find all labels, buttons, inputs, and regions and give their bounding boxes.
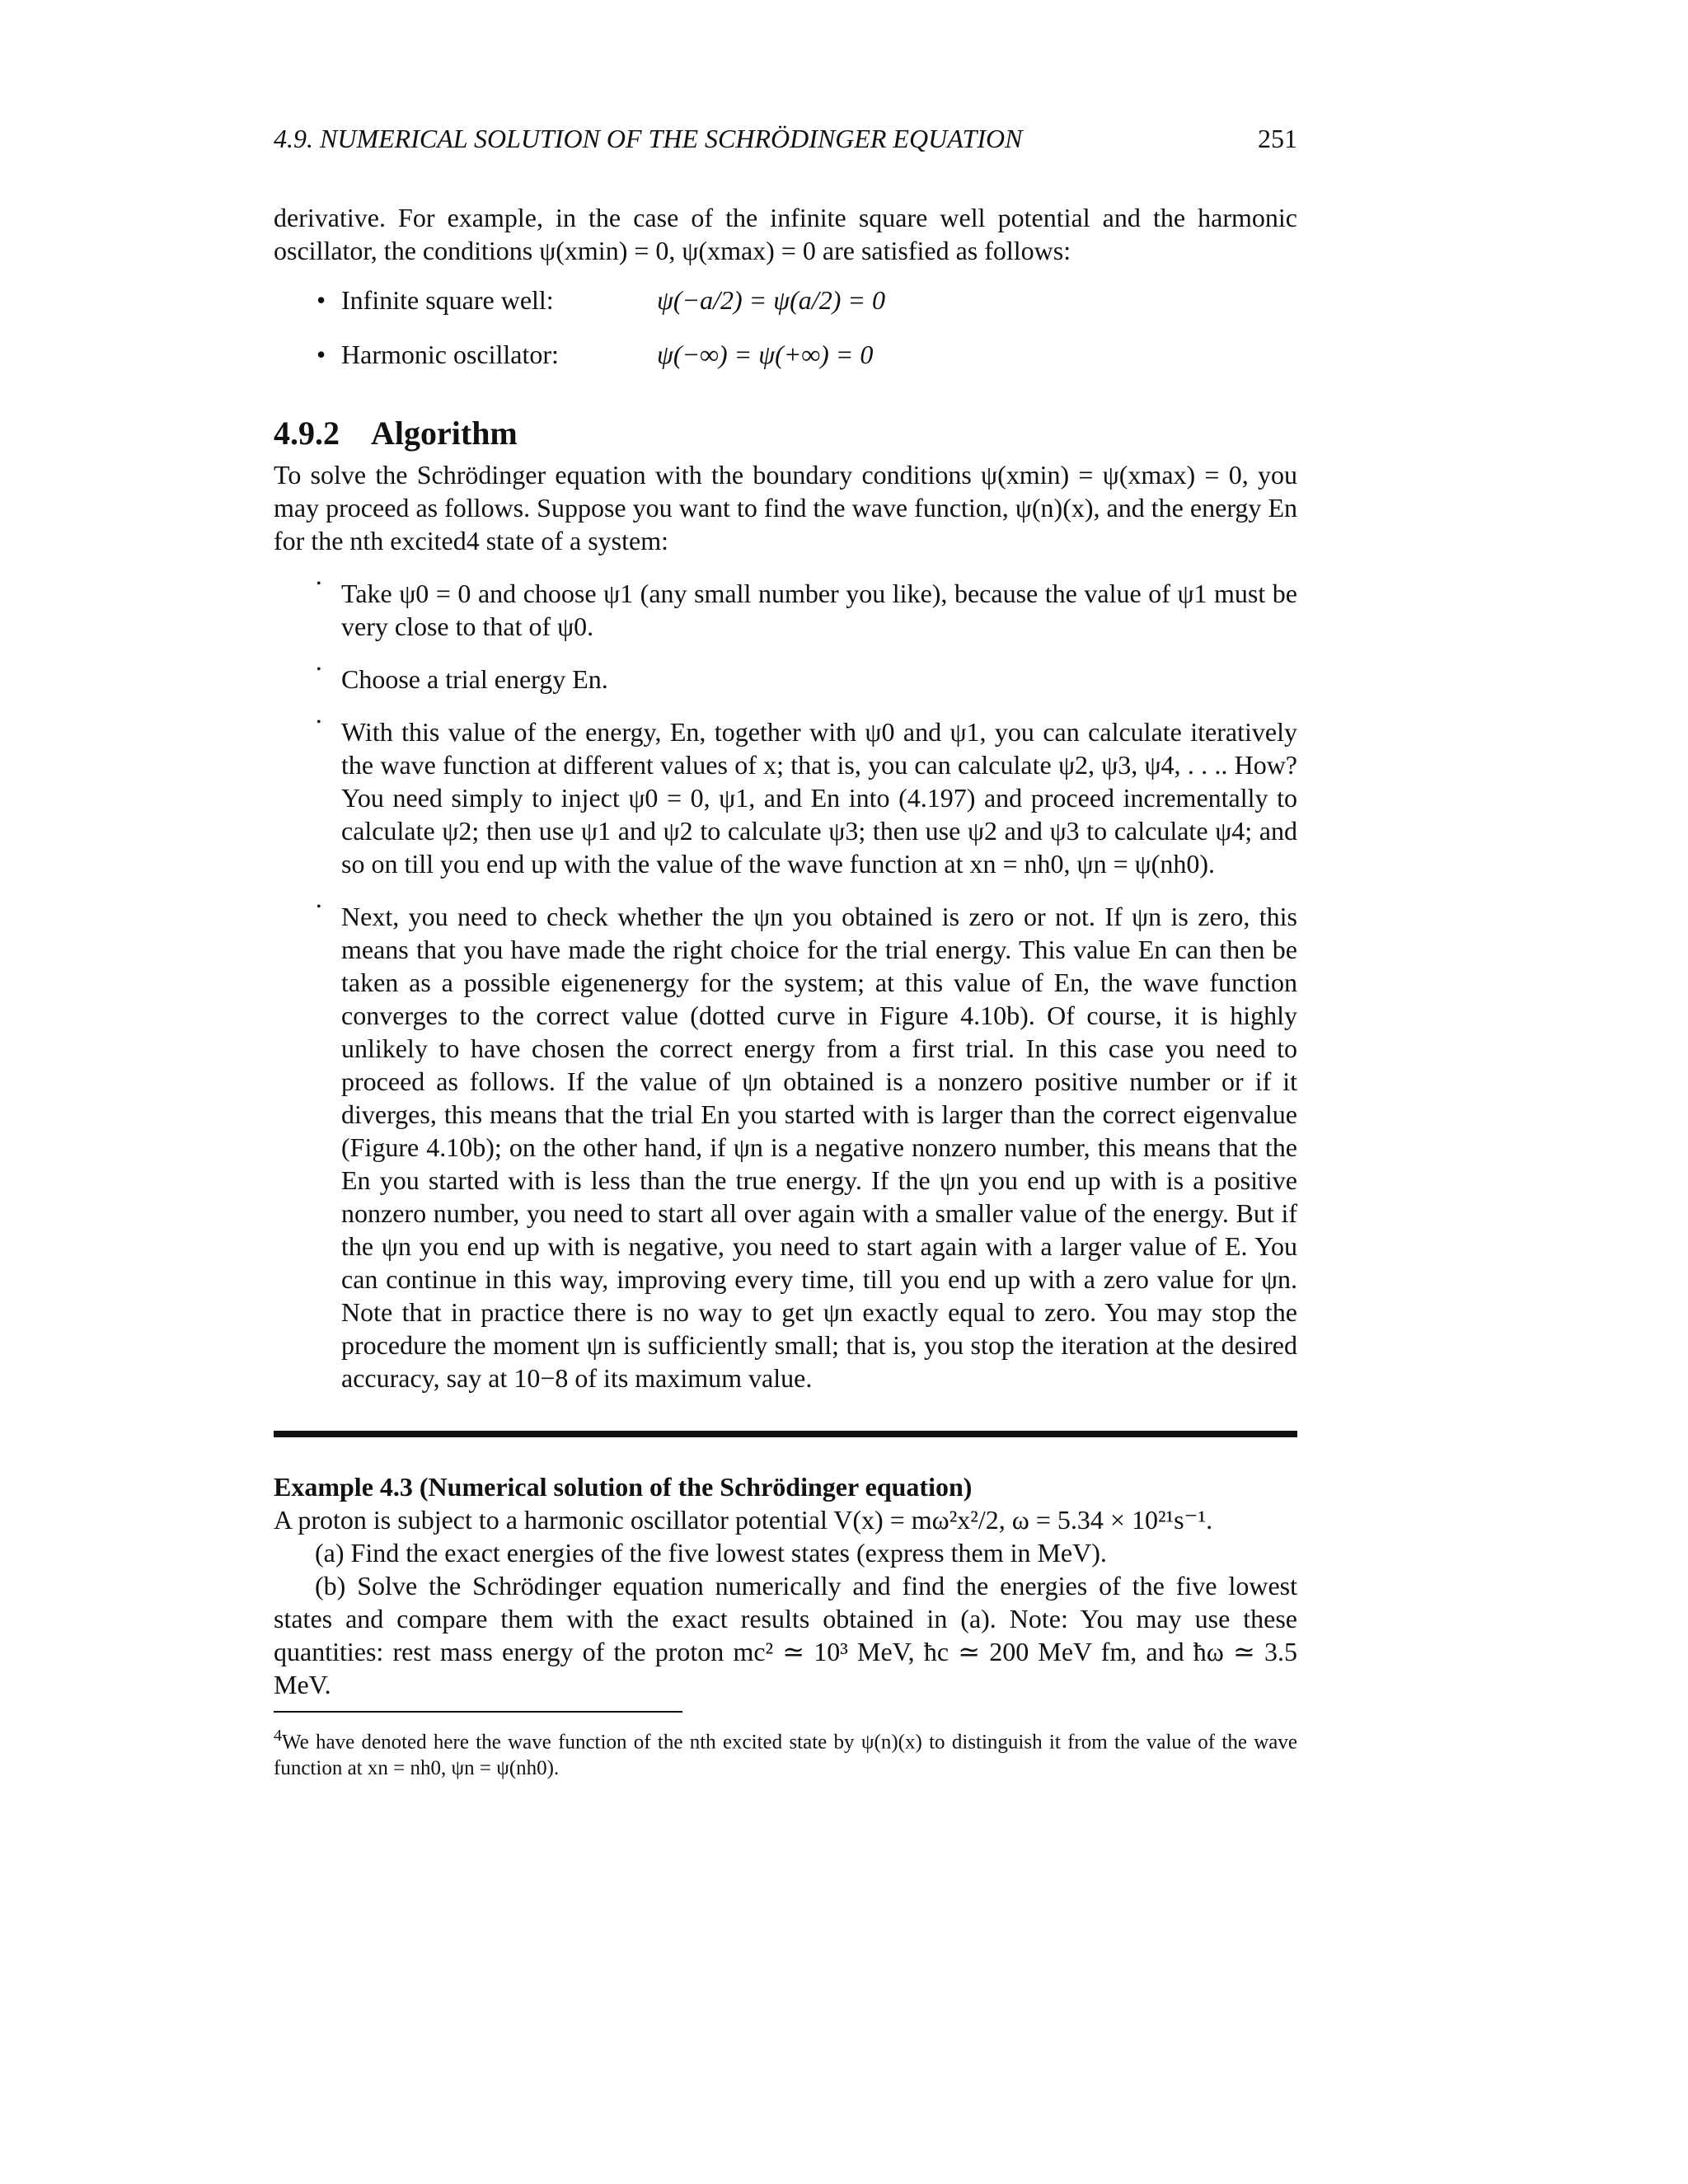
footnote-text: We have denoted here the wave function of the nth excited state by ψ(n)(x) to distinguish it from the value of the wave function at xn = nh0, ψn = ψ(nh0). — [274, 1731, 1297, 1780]
condition-math: ψ(−∞) = ψ(+∞) = 0 — [657, 340, 874, 369]
condition-math: ψ(−a/2) = ψ(a/2) = 0 — [657, 285, 885, 315]
step-item — [274, 663, 1297, 696]
boundary-conditions-list — [274, 284, 1297, 392]
step-item — [274, 900, 1297, 1394]
step-text: Take ψ0 = 0 and choose ψ1 (any small number you like), because the value of ψ1 must be very close to that of ψ0. — [341, 579, 1297, 641]
step-item — [274, 715, 1297, 880]
footnote-divider — [274, 1711, 682, 1713]
condition-item — [274, 338, 1297, 392]
step-text: Choose a trial energy En. — [341, 664, 608, 694]
section-intro-paragraph: To solve the Schrödinger equation with the boundary conditions ψ(xmin) = ψ(xmax) = 0, you may proceed as follows. Suppose you want to find the wave function, ψ(n)(x), and the energy En for the nth excited4 state of a system: — [274, 460, 1297, 555]
chapter-section-title: 4.9. NUMERICAL SOLUTION OF THE SCHRÖDINGER EQUATION — [274, 124, 1023, 153]
bullet-icon: • — [316, 715, 321, 729]
section-heading — [274, 409, 1297, 458]
bullet-icon: • — [316, 285, 326, 315]
condition-item — [274, 284, 1297, 338]
section-title: Algorithm — [371, 415, 518, 452]
bullet-icon: • — [316, 900, 321, 914]
example-part-b: (b) Solve the Schrödinger equation numerically and find the energies of the five lowest states and compare them with the exact results obtained in (a). Note: You may use these quantities: rest mass energy of the proton mc² ≃ 10³ MeV, ħc ≃ 200 MeV fm, and ħω ≃ 3.5 MeV. — [274, 1571, 1297, 1699]
example-part-a: (a) Find the exact energies of the five lowest states (express them in MeV). — [315, 1538, 1107, 1568]
bullet-icon: • — [316, 340, 326, 369]
example-statement: A proton is subject to a harmonic oscillator potential V(x) = mω²x²/2, ω = 5.34 × 10²¹s⁻¹. — [274, 1505, 1213, 1535]
step-item — [274, 577, 1297, 643]
bullet-icon: • — [316, 577, 321, 591]
condition-label: Harmonic oscillator: — [341, 340, 559, 369]
example-title: Example 4.3 (Numerical solution of the Schrödinger equation) — [274, 1472, 973, 1502]
example-divider — [274, 1431, 1297, 1437]
page — [274, 124, 1297, 1782]
condition-label: Infinite square well: — [341, 285, 554, 315]
step-text: With this value of the energy, En, together with ψ0 and ψ1, you can calculate iteratively the wave function at different values of x; that is, you can calculate ψ2, ψ3, ψ4, . . .. How? You need simply to inject ψ0 = 0, ψ1, and En into (4.197) and proceed incrementally to calculate ψ2; then use ψ1 and ψ2 to calculate ψ3; then use ψ2 and ψ3 to calculate ψ4; and so on till you end up with the value of the wave function at xn = nh0, ψn = ψ(nh0). — [341, 717, 1298, 879]
running-header — [274, 124, 1297, 165]
bullet-icon: • — [316, 663, 321, 677]
footnote — [274, 1722, 1297, 1782]
section-number: 4.9.2 — [274, 415, 340, 452]
intro-paragraph: derivative. For example, in the case of the infinite square well potential and the harmonic oscillator, the conditions ψ(xmin) = 0, ψ(xmax) = 0 are satisfied as follows: — [274, 203, 1297, 265]
footnote-mark: 4 — [274, 1727, 282, 1745]
algorithm-steps-list — [274, 577, 1297, 1394]
page-number: 251 — [1258, 124, 1297, 153]
step-text: Next, you need to check whether the ψn you obtained is zero or not. If ψn is zero, this means that you have made the right choice for the trial energy. This value En can then be taken as a possible eigenenergy for the system; at this value of En, the wave function converges to the correct value (dotted curve in Figure 4.10b). Of course, it is highly unlikely to have chosen the correct energy from a first trial. In this case you need to proceed as follows. If the value of ψn obtained is a nonzero positive number or if it diverges, this means that the trial En you started with is larger than the correct eigenvalue (Figure 4.10b); on the other hand, if ψn is a negative nonzero number, this means that the En you started with is less than the true energy. If the ψn you end up with is a positive nonzero number, you need to start all over again with a smaller value of the energy. But if the ψn you end up with is negative, you need to start again with a larger value of E. You can continue in this way, improving every time, till you end up with a zero value for ψn. Note that in practice there is no way to get ψn exactly equal to zero. You may stop the procedure the moment ψn is sufficiently small; that is, you stop the iteration at the desired accuracy, say at 10−8 of its maximum value. — [341, 902, 1297, 1393]
